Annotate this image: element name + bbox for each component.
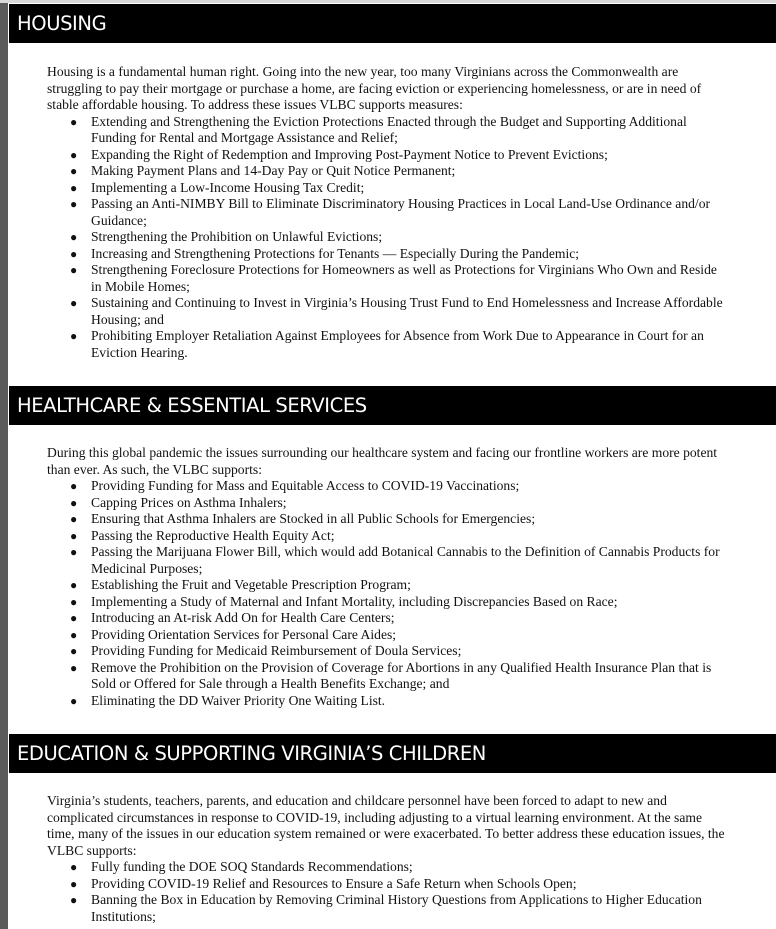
bullet-icon: ●	[70, 197, 78, 211]
list-item-text: Implementing a Low-Income Housing Tax Credit;	[91, 179, 365, 195]
list-item	[47, 876, 725, 893]
bullet-icon: ●	[70, 479, 78, 493]
bullet-icon: ●	[70, 627, 78, 642]
list-item	[47, 163, 725, 180]
bullet-icon: ●	[70, 114, 78, 129]
list-item-text: Providing Orientation Services for Personal Care Aides;	[91, 626, 397, 642]
list-item	[47, 610, 725, 627]
list-item-text: Providing Funding for Medicaid Reimbursement of Doula Services;	[91, 643, 462, 658]
list-item-text: Strengthening Foreclosure Protections for Homeowners as well as Protections for Virginians Who Own and Reside in Mobile Homes;	[91, 262, 717, 294]
bullet-icon: ●	[70, 329, 78, 343]
bullet-icon: ●	[70, 230, 78, 244]
list-item	[47, 229, 725, 246]
list-item-text: Increasing and Strengthening Protections for Tenants — Especially During the Pandemic;	[91, 245, 580, 261]
list-item-text: Passing the Marijuana Flower Bill, which would add Botanical Cannabis to the Definition of Cannabis Products for Medicinal Purposes;	[91, 544, 720, 576]
list-item-text: Passing an Anti-NIMBY Bill to Eliminate Discriminatory Housing Practices in Local Land-Use Ordinance and/or Guidance;	[91, 196, 711, 228]
section-intro: During this global pandemic the issues surrounding our healthcare system and facing our frontline workers are more potent than ever. As such, the VLBC supports:	[47, 445, 718, 477]
list-item	[47, 892, 725, 925]
list-item-text: Expanding the Right of Redemption and Improving Post-Payment Notice to Prevent Evictions;	[91, 146, 608, 162]
list-item-text: Making Payment Plans and 14-Day Pay or Quit Notice Permanent;	[91, 163, 456, 178]
list-item-text: Extending and Strengthening the Eviction Protections Enacted through the Budget and Supporting Additional Funding for Rental and Mortgage Assistance and Relief;	[91, 113, 687, 145]
bullet-icon: ●	[70, 528, 78, 543]
bullet-icon: ●	[70, 246, 78, 261]
list-item	[47, 643, 725, 660]
bullet-icon: ●	[70, 495, 78, 510]
bullet-icon: ●	[70, 594, 78, 609]
bullet-icon: ●	[70, 147, 78, 162]
bullet-icon: ●	[70, 860, 78, 874]
list-item-text: Providing COVID-19 Relief and Resources to Ensure a Safe Return when Schools Open;	[91, 875, 577, 891]
section-intro: Housing is a fundamental human right. Going into the new year, too many Virginians across the Commonwealth are struggling to pay their mortgage or purchase a home, are facing eviction or experiencing homelessness, or are in need of stable affordable housing. To address these issues VLBC supports measures:	[47, 64, 702, 112]
list-item-text: Ensuring that Asthma Inhalers are Stocked in all Public Schools for Emergencies;	[91, 511, 536, 526]
list-item	[47, 295, 725, 328]
section-healthcare-body	[47, 445, 725, 709]
list-item	[47, 544, 725, 577]
list-item	[47, 478, 725, 495]
list-item	[47, 594, 725, 611]
section-intro: Virginia’s students, teachers, parents, and education and childcare personnel have been forced to adapt to new and complicated circumstances in response to COVID-19, including adjusting to a virtual learning environment. At the same time, many of the issues in our education system remained or were exacerbated. To better address these education issues, the VLBC supports:	[47, 793, 725, 858]
section-housing-body	[47, 64, 725, 361]
list-item	[47, 180, 725, 197]
bullet-icon: ●	[70, 180, 78, 195]
list-item	[47, 627, 725, 644]
section-housing	[9, 4, 776, 43]
bullet-icon: ●	[70, 660, 78, 675]
list-item	[47, 114, 725, 147]
section-healthcare	[9, 386, 776, 425]
list-item-text: Remove the Prohibition on the Provision of Coverage for Abortions in any Qualified Health Insurance Plan that is Sold or Offered for Sale through a Health Benefits Exchange; and	[91, 659, 712, 691]
list-item-text: Strengthening the Prohibition on Unlawful Evictions;	[91, 229, 383, 244]
bullet-icon: ●	[70, 876, 78, 891]
bullet-icon: ●	[70, 893, 78, 907]
list-item	[47, 196, 725, 229]
section-heading: HOUSING	[9, 4, 776, 43]
list-item-text: Fully funding the DOE SOQ Standards Recommendations;	[91, 859, 413, 874]
list-item	[47, 693, 725, 710]
section-education	[9, 734, 776, 773]
list-item	[47, 246, 725, 263]
bullet-icon: ●	[70, 578, 78, 592]
list-item-text: Passing the Reproductive Health Equity Act;	[91, 527, 335, 543]
list-item-text: Implementing a Study of Maternal and Infant Mortality, including Discrepancies Based on Race;	[91, 593, 618, 609]
section-heading: HEALTHCARE & ESSENTIAL SERVICES	[9, 386, 776, 425]
list-item-text: Prohibiting Employer Retaliation Against Employees for Absence from Work Due to Appearance in Court for an Eviction Hearing.	[91, 328, 704, 360]
page-left-border	[0, 0, 8, 929]
bullet-icon: ●	[70, 296, 78, 310]
list-item-text: Providing Funding for Mass and Equitable Access to COVID-19 Vaccinations;	[91, 478, 520, 493]
bullet-list	[47, 859, 725, 925]
list-item	[47, 328, 725, 361]
section-heading: EDUCATION & SUPPORTING VIRGINIA’S CHILDREN	[9, 734, 776, 773]
list-item	[47, 660, 725, 693]
list-item-text: Capping Prices on Asthma Inhalers;	[91, 494, 287, 510]
bullet-icon: ●	[70, 545, 78, 559]
list-item	[47, 147, 725, 164]
list-item-text: Eliminating the DD Waiver Priority One Waiting List.	[91, 692, 386, 708]
bullet-icon: ●	[70, 611, 78, 625]
list-item-text: Introducing an At-risk Add On for Health Care Centers;	[91, 610, 395, 625]
bullet-icon: ●	[70, 263, 78, 277]
list-item-text: Sustaining and Continuing to Invest in Virginia’s Housing Trust Fund to End Homelessness and Increase Affordable Housing; and	[91, 295, 723, 327]
bullet-icon: ●	[70, 164, 78, 178]
list-item-text: Banning the Box in Education by Removing Criminal History Questions from Applications to Higher Education Institutions;	[91, 892, 702, 924]
list-item	[47, 262, 725, 295]
list-item	[47, 859, 725, 876]
list-item	[47, 577, 725, 594]
bullet-icon: ●	[70, 693, 78, 708]
list-item	[47, 528, 725, 545]
section-education-body	[47, 793, 725, 925]
bullet-icon: ●	[70, 644, 78, 658]
list-item	[47, 511, 725, 528]
bullet-icon: ●	[70, 512, 78, 526]
list-item-text: Establishing the Fruit and Vegetable Prescription Program;	[91, 577, 411, 592]
list-item	[47, 495, 725, 512]
bullet-list	[47, 114, 725, 362]
page-top-border	[0, 0, 776, 3]
bullet-list	[47, 478, 725, 709]
